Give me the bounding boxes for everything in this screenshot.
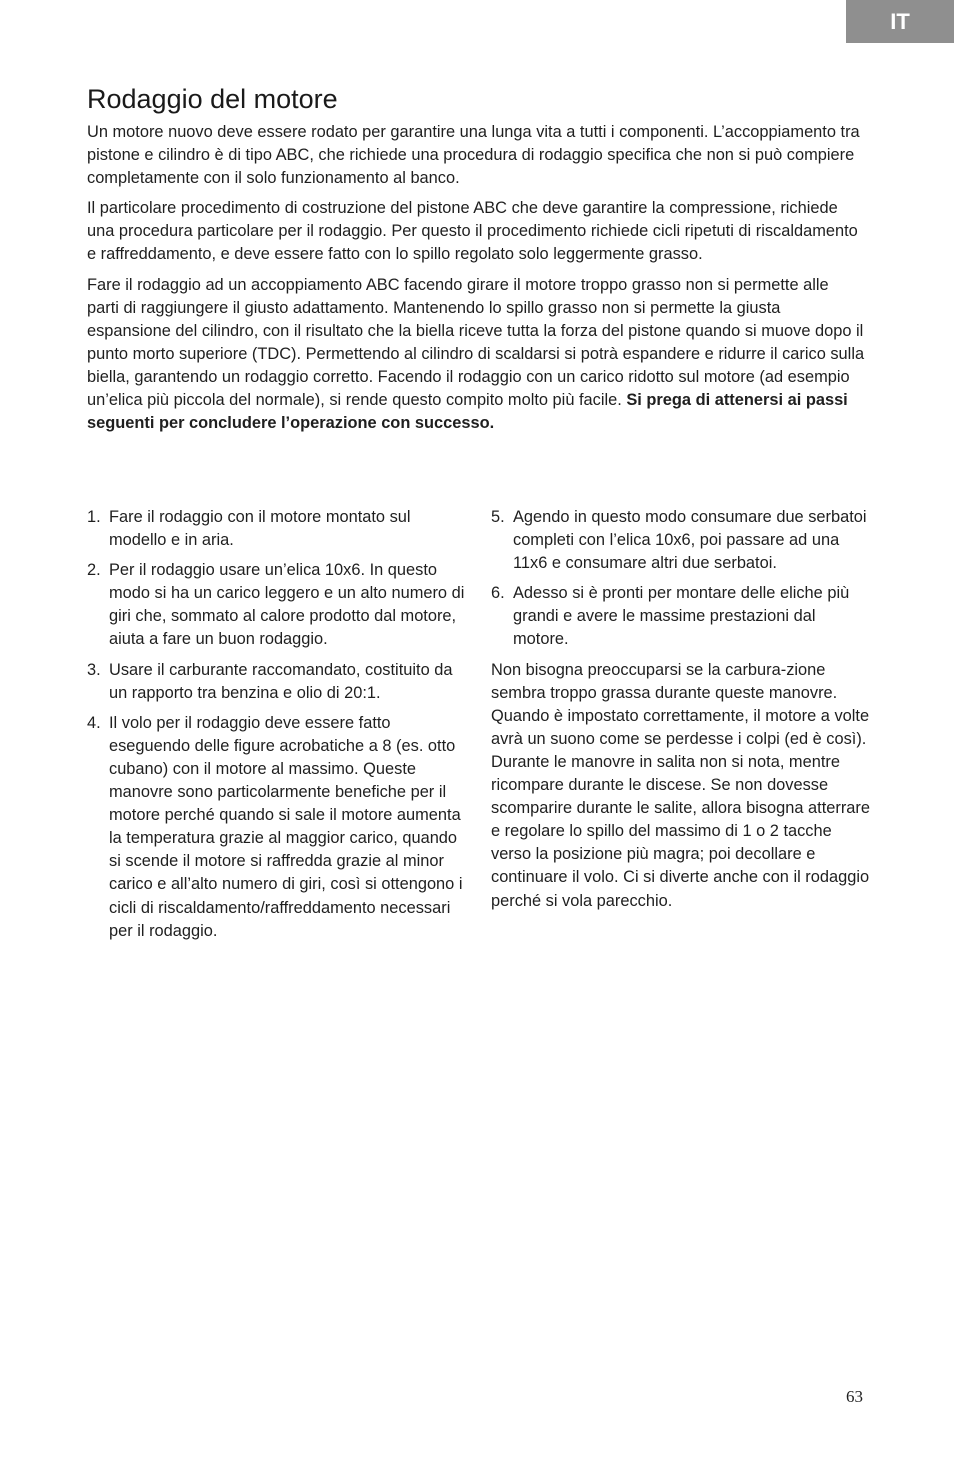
step-number: 2.	[87, 561, 101, 580]
intro-paragraph-3-text: Fare il rodaggio ad un accoppiamento ABC facendo girare il motore troppo grasso non si permette alle parti di raggiungere il giusto adattamento. Mantenendo lo spillo grasso non si permette la giusta espansione del cilindro, con il risultato che la biella riceve tutta la forza del pistone quando si muove dopo il punto morto superiore (TDC). Permettendo al cilindro di scaldarsi si potrà espandere e ridurre il carico sulla biella, garantendo un rodaggio corretto. Facendo il rodaggio con un carico ridotto sul motore (ad esempio un’elica più piccola del normale), si rende questo compito molto più facile.	[87, 275, 865, 410]
step-text: Fare il rodaggio con il motore montato sul modello e in aria.	[109, 508, 411, 550]
step-number: 5.	[491, 508, 505, 526]
page-number: 63	[846, 1387, 863, 1406]
intro-paragraph-2: Il particolare procedimento di costruzione del pistone ABC che deve garantire la compressione, richiede una procedura particolare per il rodaggio. Per questo il procedimento richiede cicli ripetuti di riscaldamento e raffreddamento, e deve essere fatto con lo spillo regolato solo leggermente grasso.	[87, 199, 858, 264]
step-text: Per il rodaggio usare un’elica 10x6. In questo modo si ha un carico leggero e un alto numero di giri che, sommato al calore prodotto dal motore, aiuta a fare un buon rodaggio.	[109, 561, 465, 649]
left-column	[87, 506, 465, 950]
steps-list-right	[491, 506, 871, 652]
intro-section	[87, 121, 865, 442]
step-number: 4.	[87, 713, 101, 732]
step-item	[87, 559, 465, 651]
closing-note: Non bisogna preoccuparsi se la carbura-zione sembra troppo grassa durante queste manovre. Quando è impostato correttamente, il motore a volte avrà un suono come se perdesse i colpi (ed è così). Durante le manovre in salita non si nota, mentre ricompare durante le discese. Se non dovesse scomparire durante le salite, allora bisogna atterrare e regolare lo spillo del massimo di 1 o 2 tacche verso la posizione più magra; poi decollare e continuare il volo. Ci si diverte anche con il rodaggio perché si vola parecchio.	[491, 660, 871, 910]
step-item	[87, 712, 465, 943]
intro-paragraph-3	[87, 274, 865, 436]
step-item	[87, 659, 465, 705]
step-number: 6.	[491, 584, 505, 603]
right-column	[491, 506, 871, 913]
step-text: Usare il carburante raccomandato, costituito da un rapporto tra benzina e olio di 20:1.	[109, 660, 453, 702]
intro-emphasis: Si prega di attenersi ai passi seguenti per concludere l’operazione con successo.	[87, 391, 848, 433]
intro-paragraph-1: Un motore nuovo deve essere rodato per garantire una lunga vita a tutti i componenti. L’accoppiamento tra pistone e cilindro è di tipo ABC, che richiede una procedura di rodaggio specifica che non si può compiere completamente con il solo funzionamento al banco.	[87, 123, 860, 188]
step-text: Agendo in questo modo consumare due serbatoi completi con l’elica 10x6, poi passare ad una 11x6 e consumare altri due serbatoi.	[513, 508, 867, 573]
steps-list-left	[87, 506, 465, 943]
step-text: Adesso si è pronti per montare delle eliche più grandi e avere le massime prestazioni dal motore.	[513, 584, 850, 649]
step-item	[491, 582, 871, 651]
language-tab: IT	[846, 0, 954, 43]
step-number: 3.	[87, 660, 101, 679]
step-number: 1.	[87, 508, 101, 526]
step-item	[491, 506, 871, 575]
page-title: Rodaggio del motore	[87, 84, 338, 114]
step-text: Il volo per il rodaggio deve essere fatto eseguendo delle figure acrobatiche a 8 (es. otto cubano) con il motore al massimo. Queste manovre sono particolarmente benefiche per il motore perché quando si sale il motore aumenta la temperatura grazie al maggior carico, quando si scende il motore si raffredda grazie al minor carico e all’alto numero di giri, così si ottengono i cicli di riscaldamento/raffreddamento necessari per il rodaggio.	[109, 713, 463, 940]
step-item	[87, 506, 465, 552]
